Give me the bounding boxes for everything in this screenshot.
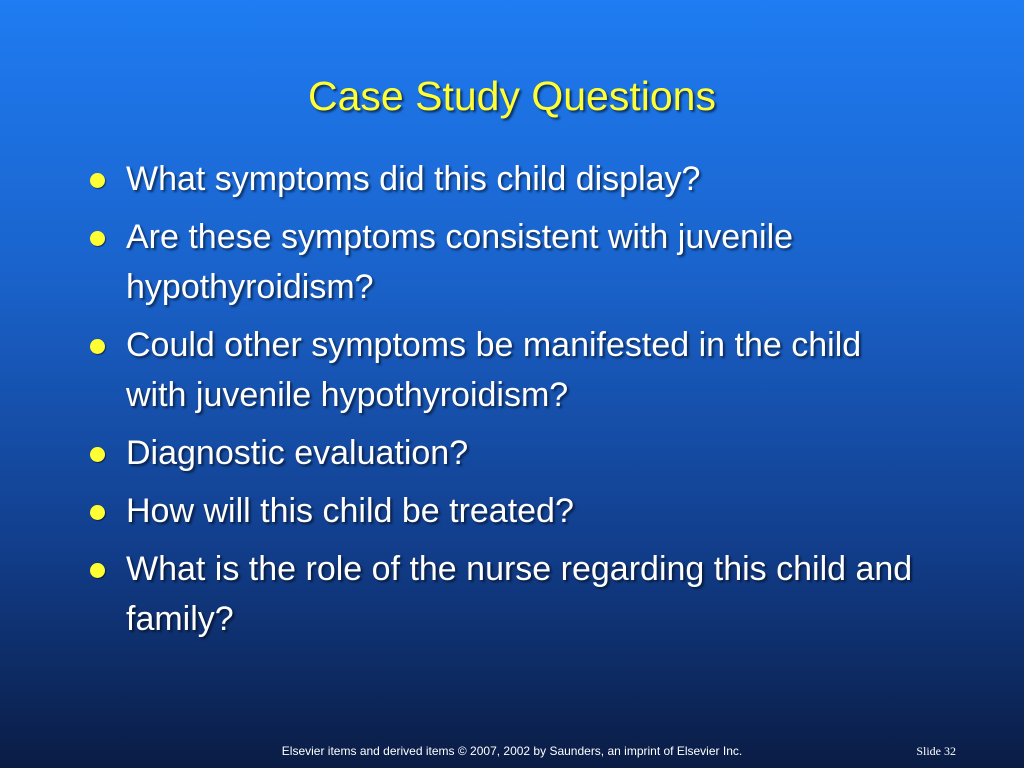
bullet-dot-icon	[90, 231, 105, 246]
bullet-text: Could other symptoms be manifested in the child with juvenile hypothyroidism?	[126, 326, 862, 414]
bullet-item	[88, 428, 928, 478]
bullet-list	[88, 154, 928, 652]
bullet-item	[88, 212, 928, 312]
bullet-item	[88, 544, 928, 644]
bullet-item	[88, 486, 928, 536]
bullet-dot-icon	[90, 173, 105, 188]
bullet-dot-icon	[90, 563, 105, 578]
copyright-notice: Elsevier items and derived items © 2007, 2002 by Saunders, an imprint of Elsevier Inc.	[281, 744, 743, 758]
slide-footer	[0, 741, 1024, 761]
bullet-text: What symptoms did this child display?	[126, 160, 701, 198]
bullet-item	[88, 320, 928, 420]
bullet-dot-icon	[90, 447, 105, 462]
bullet-dot-icon	[90, 505, 105, 520]
bullet-text: Diagnostic evaluation?	[126, 434, 469, 472]
bullet-text: Are these symptoms consistent with juvenile hypothyroidism?	[126, 218, 794, 306]
bullet-text: How will this child be treated?	[126, 492, 574, 530]
bullet-item	[88, 154, 928, 204]
bullet-dot-icon	[90, 339, 105, 354]
bullet-text: What is the role of the nurse regarding this child and family?	[126, 550, 913, 638]
slide-title: Case Study Questions	[308, 73, 716, 119]
slide-number: Slide 32	[916, 744, 956, 758]
